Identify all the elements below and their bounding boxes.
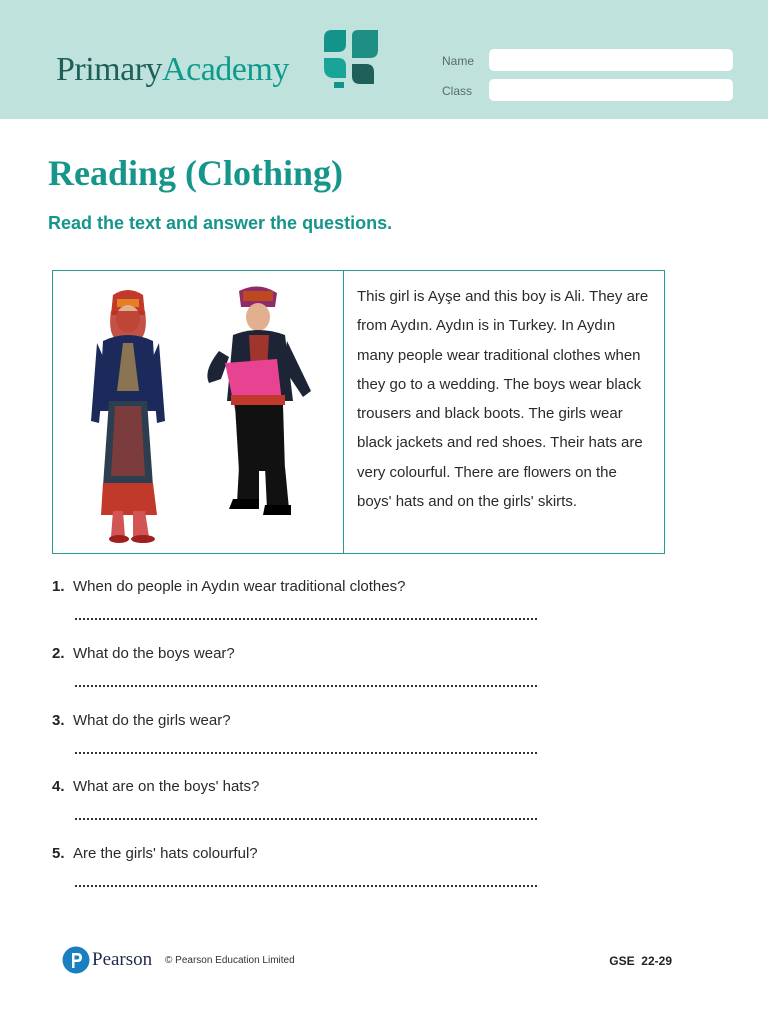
question-item bbox=[52, 712, 572, 779]
costume-illustration bbox=[53, 271, 342, 553]
reading-passage: This girl is Ayşe and this boy is Ali. They are from Aydın. Aydın is in Turkey. In Aydın many people wear traditional clothes when they go to a wedding. The boys wear black trousers and black boots. The girls wear black jackets and red shoes. Their hats are very colourful. There are flowers on the boys' hats and on the girls' skirts. bbox=[357, 288, 649, 511]
question-number: 2. bbox=[52, 644, 65, 662]
question-list bbox=[52, 578, 572, 912]
question-item bbox=[52, 645, 572, 712]
answer-line[interactable] bbox=[75, 752, 537, 754]
logo-wordmark bbox=[56, 51, 289, 89]
boy-figure bbox=[207, 286, 311, 515]
question-item bbox=[52, 778, 572, 845]
copyright-text: © Pearson Education Limited bbox=[165, 955, 295, 966]
header-bar bbox=[0, 0, 768, 119]
question-text: What do the girls wear? bbox=[73, 711, 231, 729]
logo-academy-text: Academy bbox=[162, 51, 289, 88]
question-text: When do people in Aydın wear traditional clothes? bbox=[73, 578, 406, 595]
primary-academy-logo bbox=[56, 28, 289, 98]
pearson-p-icon bbox=[62, 946, 90, 974]
answer-line[interactable] bbox=[75, 818, 537, 820]
girl-figure bbox=[91, 290, 165, 543]
class-input[interactable] bbox=[489, 79, 733, 101]
question-number: 3. bbox=[52, 711, 65, 729]
answer-line[interactable] bbox=[75, 885, 537, 887]
instruction-text: Read the text and answer the questions. bbox=[48, 213, 393, 233]
question-number: 4. bbox=[52, 778, 65, 796]
name-input[interactable] bbox=[489, 49, 733, 71]
question-item bbox=[52, 845, 572, 912]
question-text: What do the boys wear? bbox=[73, 644, 235, 662]
question-item bbox=[52, 578, 572, 645]
question-text: What are on the boys' hats? bbox=[73, 778, 260, 796]
page-title: Reading (Clothing) bbox=[48, 153, 344, 193]
class-label: Class bbox=[442, 84, 473, 98]
gse-range: GSE 22-29 bbox=[609, 954, 672, 968]
traditional-costumes-image bbox=[53, 271, 344, 553]
answer-line[interactable] bbox=[75, 618, 537, 620]
question-text: Are the girls' hats colourful? bbox=[73, 845, 258, 863]
reading-panel bbox=[52, 270, 665, 554]
question-number: 5. bbox=[52, 845, 65, 863]
footer bbox=[62, 946, 674, 978]
answer-line[interactable] bbox=[75, 685, 537, 687]
leaf-cluster-icon bbox=[320, 28, 382, 90]
pearson-brand: Pearson bbox=[92, 949, 153, 970]
question-number: 1. bbox=[52, 578, 65, 595]
name-label: Name bbox=[442, 54, 475, 68]
logo-primary-text: Primary bbox=[56, 51, 163, 88]
